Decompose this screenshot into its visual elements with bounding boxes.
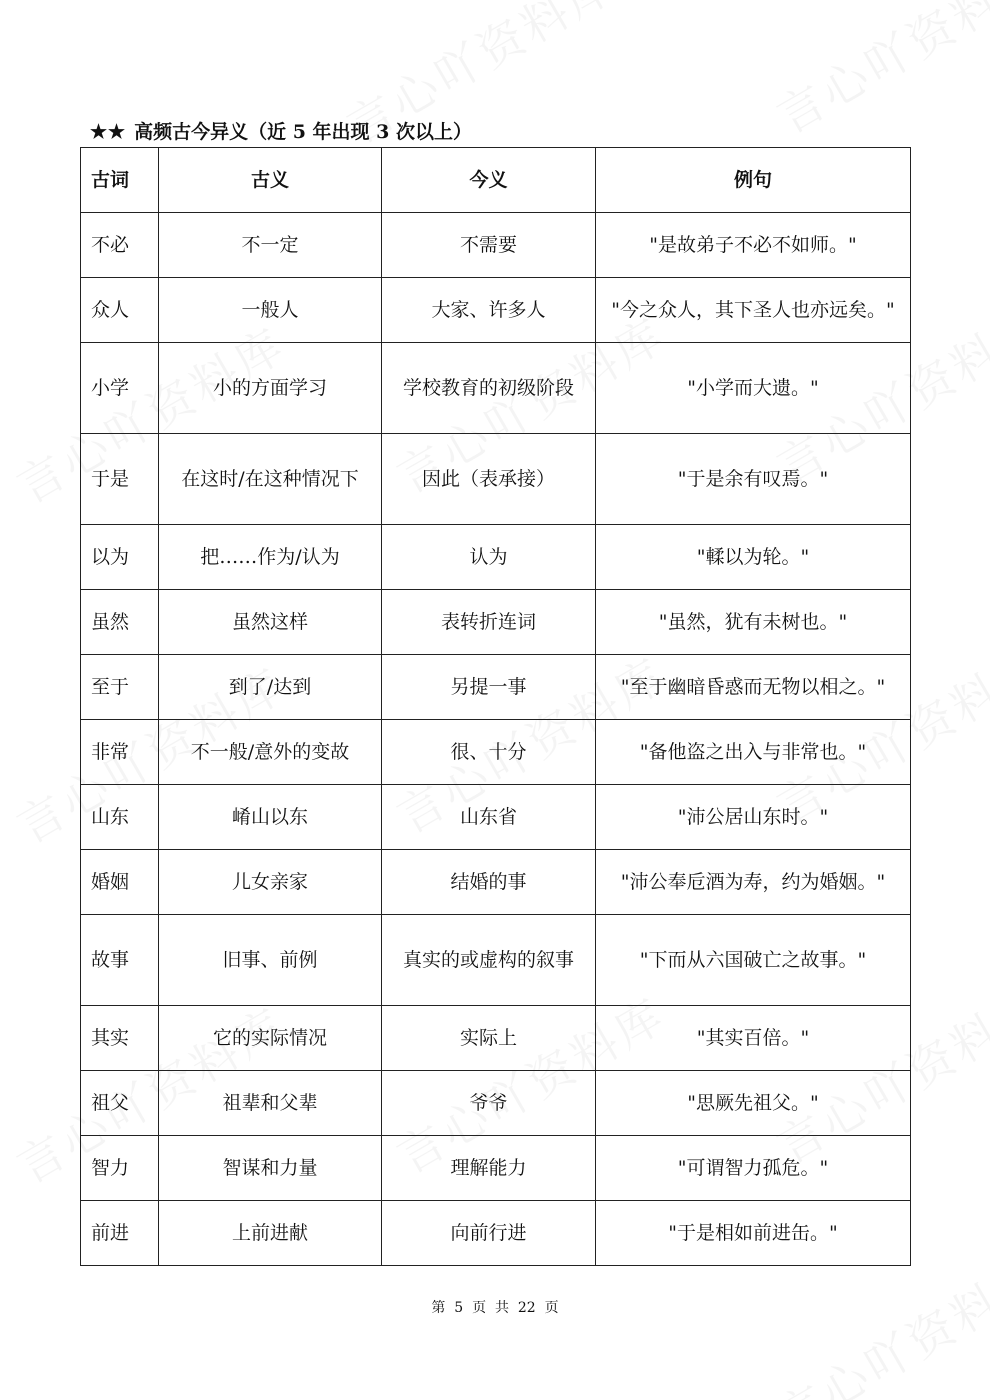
ancient-modern-meaning-table — [80, 147, 911, 1266]
cell-modern-meaning: 大家、许多人 — [382, 278, 596, 343]
column-header-ancient-meaning: 古义 — [159, 148, 382, 213]
table-row — [81, 213, 911, 278]
cell-example: "沛公奉卮酒为寿，约为婚姻。" — [596, 850, 911, 915]
cell-word: 至于 — [81, 655, 159, 720]
table-row — [81, 1201, 911, 1266]
star-icons: ★★ — [90, 121, 127, 143]
table-row — [81, 1006, 911, 1071]
cell-ancient-meaning: 祖辈和父辈 — [159, 1071, 382, 1136]
cell-ancient-meaning: 不一定 — [159, 213, 382, 278]
cell-example: "小学而大遗。" — [596, 343, 911, 434]
cell-modern-meaning: 不需要 — [382, 213, 596, 278]
cell-ancient-meaning: 虽然这样 — [159, 590, 382, 655]
watermark-text — [764, 0, 990, 147]
table-row — [81, 343, 911, 434]
cell-example: "下而从六国破亡之故事。" — [596, 915, 911, 1006]
cell-example: "备他盗之出入与非常也。" — [596, 720, 911, 785]
column-header-example: 例句 — [596, 148, 911, 213]
table-row — [81, 655, 911, 720]
table-row — [81, 278, 911, 343]
table-row — [81, 525, 911, 590]
table-row — [81, 434, 911, 525]
cell-modern-meaning: 很、十分 — [382, 720, 596, 785]
cell-modern-meaning: 向前行进 — [382, 1201, 596, 1266]
cell-example: "沛公居山东时。" — [596, 785, 911, 850]
cell-ancient-meaning: 到了/达到 — [159, 655, 382, 720]
cell-ancient-meaning: 在这时/在这种情况下 — [159, 434, 382, 525]
cell-modern-meaning: 另提一事 — [382, 655, 596, 720]
cell-word: 于是 — [81, 434, 159, 525]
cell-ancient-meaning: 小的方面学习 — [159, 343, 382, 434]
table-row — [81, 915, 911, 1006]
cell-modern-meaning: 理解能力 — [382, 1136, 596, 1201]
cell-ancient-meaning: 一般人 — [159, 278, 382, 343]
cell-modern-meaning: 认为 — [382, 525, 596, 590]
cell-ancient-meaning: 不一般/意外的变故 — [159, 720, 382, 785]
table-row — [81, 590, 911, 655]
cell-modern-meaning: 实际上 — [382, 1006, 596, 1071]
cell-modern-meaning: 结婚的事 — [382, 850, 596, 915]
cell-example: "于是余有叹焉。" — [596, 434, 911, 525]
cell-modern-meaning: 因此（表承接） — [382, 434, 596, 525]
cell-example: "今之众人，其下圣人也亦远矣。" — [596, 278, 911, 343]
cell-word: 众人 — [81, 278, 159, 343]
cell-ancient-meaning: 崤山以东 — [159, 785, 382, 850]
cell-example: "思厥先祖父。" — [596, 1071, 911, 1136]
cell-example: "于是相如前进缶。" — [596, 1201, 911, 1266]
cell-modern-meaning: 真实的或虚构的叙事 — [382, 915, 596, 1006]
cell-ancient-meaning: 儿女亲家 — [159, 850, 382, 915]
cell-example: "是故弟子不必不如师。" — [596, 213, 911, 278]
column-header-word: 古词 — [81, 148, 159, 213]
cell-word: 非常 — [81, 720, 159, 785]
cell-example: "可谓智力孤危。" — [596, 1136, 911, 1201]
cell-word: 婚姻 — [81, 850, 159, 915]
cell-word: 祖父 — [81, 1071, 159, 1136]
table-row — [81, 785, 911, 850]
cell-ancient-meaning: 旧事、前例 — [159, 915, 382, 1006]
cell-modern-meaning: 山东省 — [382, 785, 596, 850]
cell-word: 虽然 — [81, 590, 159, 655]
cell-modern-meaning: 爷爷 — [382, 1071, 596, 1136]
page-heading — [90, 120, 472, 144]
page-number-footer: 第 5 页 共 22 页 — [431, 1300, 559, 1316]
heading-text: 高频古今异义（近 5 年出现 3 次以上） — [134, 121, 472, 143]
cell-word: 其实 — [81, 1006, 159, 1071]
cell-ancient-meaning: 智谋和力量 — [159, 1136, 382, 1201]
table-row — [81, 850, 911, 915]
cell-modern-meaning: 表转折连词 — [382, 590, 596, 655]
cell-example: "其实百倍。" — [596, 1006, 911, 1071]
cell-ancient-meaning: 它的实际情况 — [159, 1006, 382, 1071]
cell-ancient-meaning: 把……作为/认为 — [159, 525, 382, 590]
cell-modern-meaning: 学校教育的初级阶段 — [382, 343, 596, 434]
table-row — [81, 1136, 911, 1201]
cell-ancient-meaning: 上前进献 — [159, 1201, 382, 1266]
cell-word: 前进 — [81, 1201, 159, 1266]
cell-example: "至于幽暗昏惑而无物以相之。" — [596, 655, 911, 720]
cell-word: 山东 — [81, 785, 159, 850]
cell-word: 故事 — [81, 915, 159, 1006]
table-row — [81, 720, 911, 785]
cell-example: "虽然，犹有未树也。" — [596, 590, 911, 655]
cell-word: 不必 — [81, 213, 159, 278]
table-header-row — [81, 148, 911, 213]
column-header-modern-meaning: 今义 — [382, 148, 596, 213]
cell-word: 智力 — [81, 1136, 159, 1201]
cell-word: 以为 — [81, 525, 159, 590]
cell-example: "輮以为轮。" — [596, 525, 911, 590]
cell-word: 小学 — [81, 343, 159, 434]
table-row — [81, 1071, 911, 1136]
